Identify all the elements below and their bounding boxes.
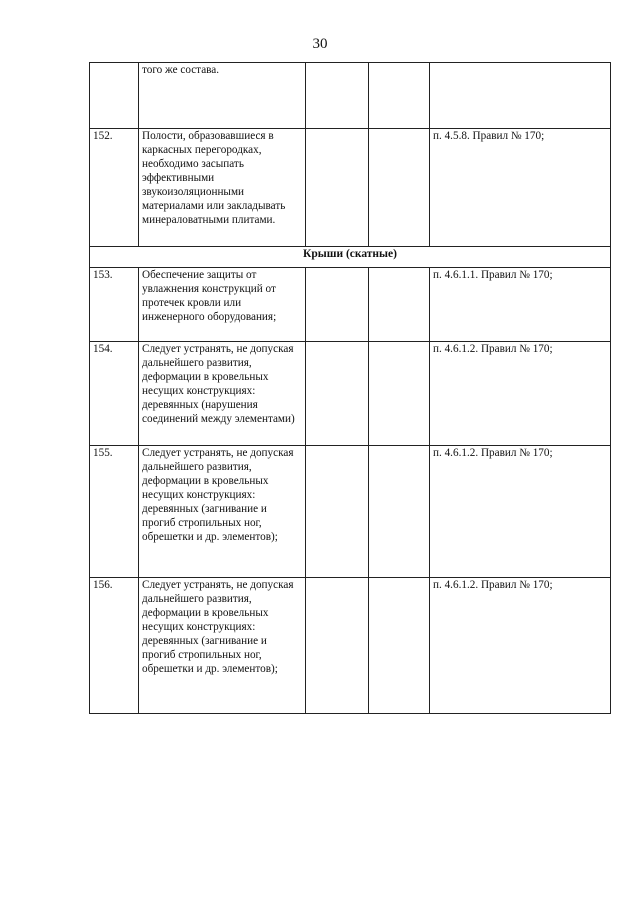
reference-text: п. 4.6.1.2. Правил № 170;	[430, 446, 611, 578]
empty-cell	[369, 268, 430, 342]
row-number: 156.	[90, 578, 139, 714]
empty-cell	[369, 446, 430, 578]
requirements-table	[89, 62, 611, 714]
empty-cell	[306, 342, 369, 446]
reference-text: п. 4.6.1.2. Правил № 170;	[430, 342, 611, 446]
table-row	[90, 578, 611, 714]
requirement-text: Обеспечение защиты от увлажнения конструкций от протечек кровли или инженерного оборудования;	[139, 268, 306, 342]
requirement-text: Следует устранять, не допуская дальнейшего развития, деформации в кровельных несущих конструкциях: деревянных (загнивание и прогиб стропильных ног, обрешетки и др. элементов);	[139, 446, 306, 578]
requirement-text: Полости, образовавшиеся в каркасных перегородках, необходимо засыпать эффективными звукоизоляционными материалами или закладывать минераловатными плитами.	[139, 129, 306, 247]
requirement-text: Следует устранять, не допуская дальнейшего развития, деформации в кровельных несущих конструкциях: деревянных (загнивание и прогиб стропильных ног, обрешетки и др. элементов);	[139, 578, 306, 714]
row-number: 153.	[90, 268, 139, 342]
empty-cell	[369, 578, 430, 714]
empty-cell	[306, 129, 369, 247]
row-number: 154.	[90, 342, 139, 446]
table-row	[90, 129, 611, 247]
table-row	[90, 268, 611, 342]
table-row	[90, 446, 611, 578]
row-number: 152.	[90, 129, 139, 247]
section-heading-row	[90, 247, 611, 268]
empty-cell	[369, 63, 430, 129]
requirement-text: того же состава.	[139, 63, 306, 129]
section-title: Крыши (скатные)	[90, 247, 611, 268]
table-row	[90, 342, 611, 446]
empty-cell	[369, 342, 430, 446]
empty-cell	[306, 446, 369, 578]
empty-cell	[306, 268, 369, 342]
reference-text: п. 4.6.1.2. Правил № 170;	[430, 578, 611, 714]
table-row-continuation	[90, 63, 611, 129]
empty-cell	[369, 129, 430, 247]
requirement-text: Следует устранять, не допуская дальнейшего развития, деформации в кровельных несущих конструкциях: деревянных (нарушения соединений между элементами)	[139, 342, 306, 446]
row-number-cell	[90, 63, 139, 129]
reference-text: п. 4.6.1.1. Правил № 170;	[430, 268, 611, 342]
empty-cell	[306, 63, 369, 129]
page-number: 30	[312, 36, 328, 52]
empty-cell	[306, 578, 369, 714]
reference-cell	[430, 63, 611, 129]
reference-text: п. 4.5.8. Правил № 170;	[430, 129, 611, 247]
row-number: 155.	[90, 446, 139, 578]
